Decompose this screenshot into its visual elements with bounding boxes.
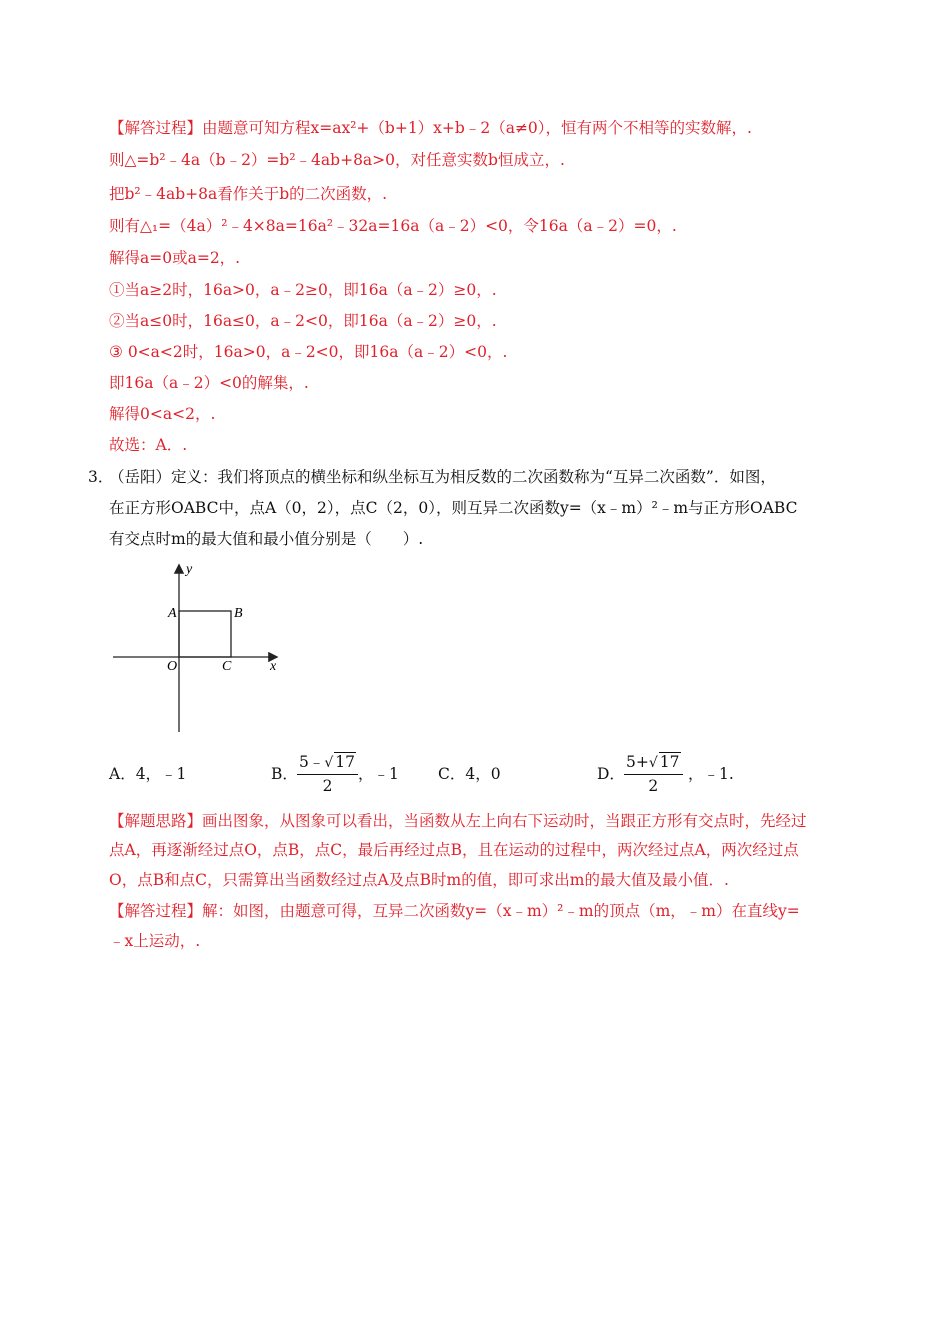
option-b-num: 5﹣: [299, 753, 325, 771]
solution-line: 则有△₁=（4a）²﹣4×8a=16a²﹣32a=16a（a﹣2）<0，令16a（a﹣2）=0，.: [109, 217, 677, 235]
option-b-den: 2: [322, 777, 333, 795]
question-line: 在正方形OABC中，点A（0，2），点C（2，0），则互异二次函数y=（x﹣m）²﹣m与正方形OABC: [109, 499, 798, 517]
analysis-line: O，点B和点C，只需算出当函数经过点A及点B时m的值，即可求出m的最大值及最小值．.: [109, 871, 729, 889]
option-d-den: 2: [648, 777, 659, 795]
option-d-root: 17: [659, 753, 680, 771]
answer-line: ﹣x上运动，.: [109, 932, 201, 950]
analysis-line: 点A，再逐渐经过点O，点B，点C，最后再经过点B，且在运动的过程中，两次经过点A，两次经过点: [109, 841, 799, 859]
option-b-tail: ，﹣1: [358, 765, 399, 783]
question-number: 3．: [88, 468, 114, 486]
question-line: （岳阳）定义：我们将顶点的横坐标和纵坐标互为相反数的二次函数称为“互异二次函数”．如图，: [109, 468, 776, 486]
option-a[interactable]: A．4，﹣1: [109, 765, 187, 783]
option-d-num: 5+: [626, 753, 649, 771]
solution-line: ①当a≥2时，16a>0，a﹣2≥0，即16a（a﹣2）≥0，.: [109, 281, 497, 299]
option-c[interactable]: C．4，0: [438, 765, 501, 783]
solution-line: ③ 0<a<2时，16a>0，a﹣2<0，即16a（a﹣2）<0，.: [109, 343, 508, 361]
option-d-fraction: $\frac{5+√ 17}{2}$: [624, 751, 683, 797]
label-o: O: [167, 659, 178, 674]
coordinate-diagram: [108, 560, 293, 740]
solution-line: 【解答过程】由题意可知方程x=ax²+（b+1）x+b﹣2（a≠0），恒有两个不相等的实数解，.: [109, 119, 752, 137]
solution-line: 把b²﹣4ab+8a看作关于b的二次函数，.: [109, 185, 388, 203]
label-y: y: [186, 562, 193, 577]
solution-line: 即16a（a﹣2）<0的解集，.: [109, 374, 309, 392]
solution-line: 解得0<a<2，.: [109, 405, 216, 423]
solution-line: 故选：A．.: [109, 436, 188, 454]
option-d-tail: ，﹣1.: [688, 765, 734, 783]
option-d-prefix: D．: [597, 765, 625, 783]
square-figure: [108, 560, 293, 740]
square-oabc: [179, 611, 231, 657]
label-b: B: [234, 606, 243, 621]
label-x: x: [270, 659, 277, 674]
option-b-fraction: $\frac{5﹣√ 17}{2}$: [297, 751, 358, 797]
label-c: C: [222, 659, 232, 674]
analysis-line: 【解题思路】画出图象，从图象可以看出，当函数从左上向右下运动时，当跟正方形有交点时，先经过: [109, 812, 807, 830]
answer-line: 【解答过程】解：如图，由题意可得，互异二次函数y=（x﹣m）²﹣m的顶点（m，﹣m）在直线y=: [109, 902, 800, 920]
question-line: 有交点时m的最大值和最小值分别是（ ）.: [109, 530, 424, 548]
option-b-root: 17: [335, 753, 356, 771]
option-b-prefix: B．: [271, 765, 298, 783]
solution-line: 则△=b²﹣4a（b﹣2）=b²﹣4ab+8a>0，对任意实数b恒成立，.: [109, 151, 565, 169]
solution-line: ②当a≤0时，16a≤0，a﹣2<0，即16a（a﹣2）≥0，.: [109, 312, 497, 330]
label-a: A: [168, 606, 177, 621]
solution-line: 解得a=0或a=2，.: [109, 249, 241, 267]
